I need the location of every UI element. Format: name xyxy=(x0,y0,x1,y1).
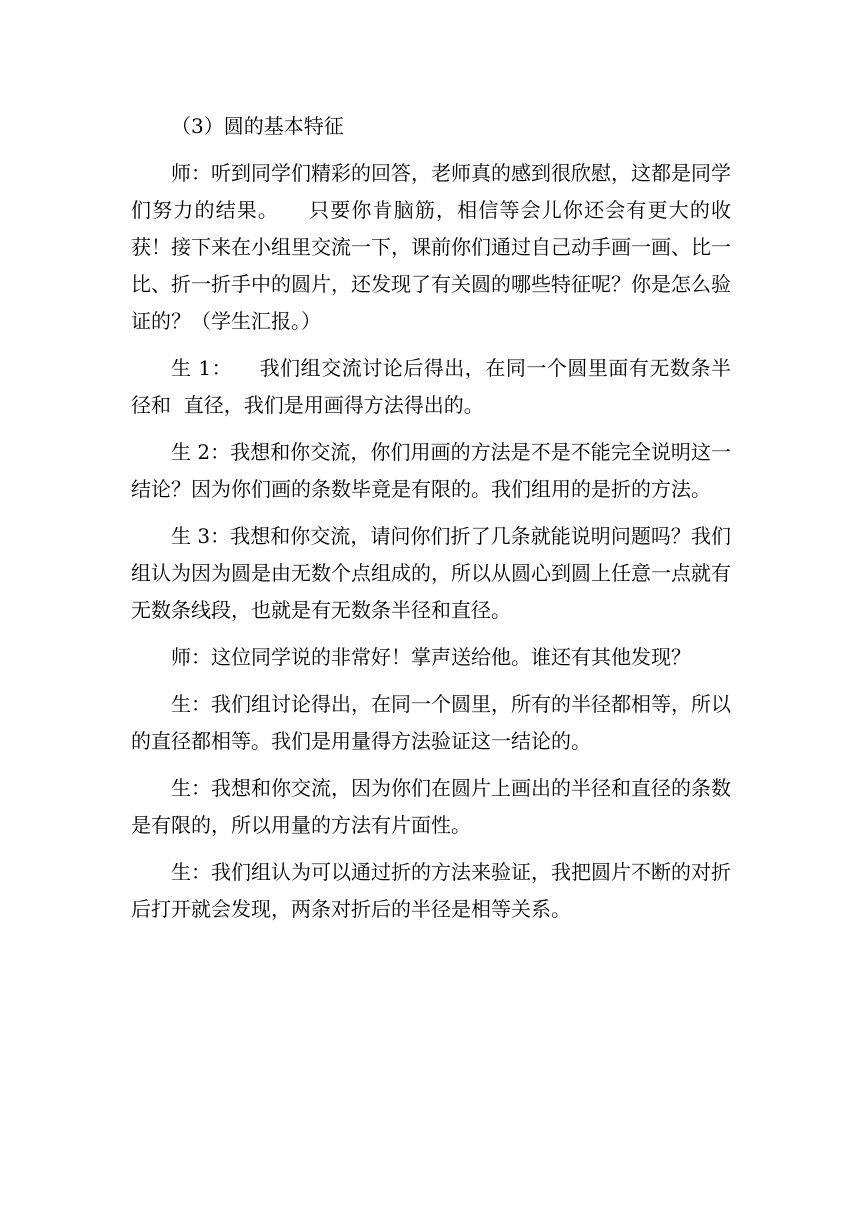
paragraph-teacher-intro: 师：听到同学们精彩的回答，老师真的感到很欣慰，这都是同学们努力的结果。 只要你肯脑筋，相信等会儿你还会有更大的收获！接下来在小组里交流一下，课前你们通过自己动手画一画、比一比、折一折手中的圆片，还发现了有关圆的哪些特征呢？你是怎么验证的？（学生汇报。） xyxy=(131,161,731,333)
document-body xyxy=(131,108,731,928)
paragraph-student-measure: 生：我想和你交流，因为你们在圆片上画出的半径和直径的条数是有限的，所以用量的方法有片面性。 xyxy=(131,776,731,837)
paragraph-student-3: 生 3：我想和你交流，请问你们折了几条就能说明问题吗？我们组认为因为圆是由无数个点组成的，所以从圆心到圆上任意一点就有无数条线段，也就是有无数条半径和直径。 xyxy=(131,524,731,622)
section-heading: （3）圆的基本特征 xyxy=(171,114,344,138)
paragraph-student-1: 生 1： 我们组交流讨论后得出，在同一个圆里面有无数条半径和 直径，我们是用画得方法得出的。 xyxy=(131,356,731,417)
paragraph-student-2: 生 2：我想和你交流，你们用画的方法是不是不能完全说明这一结论？因为你们画的条数毕竟是有限的。我们组用的是折的方法。 xyxy=(131,440,731,501)
paragraph-student-radius-equal: 生：我们组讨论得出，在同一个圆里，所有的半径都相等，所以的直径都相等。我们是用量得方法验证这一结论的。 xyxy=(131,692,731,753)
paragraph-teacher-praise: 师：这位同学说的非常好！掌声送给他。谁还有其他发现？ xyxy=(171,645,691,669)
paragraph-student-fold: 生：我们组认为可以通过折的方法来验证，我把圆片不断的对折后打开就会发现，两条对折后的半径是相等关系。 xyxy=(131,860,731,921)
